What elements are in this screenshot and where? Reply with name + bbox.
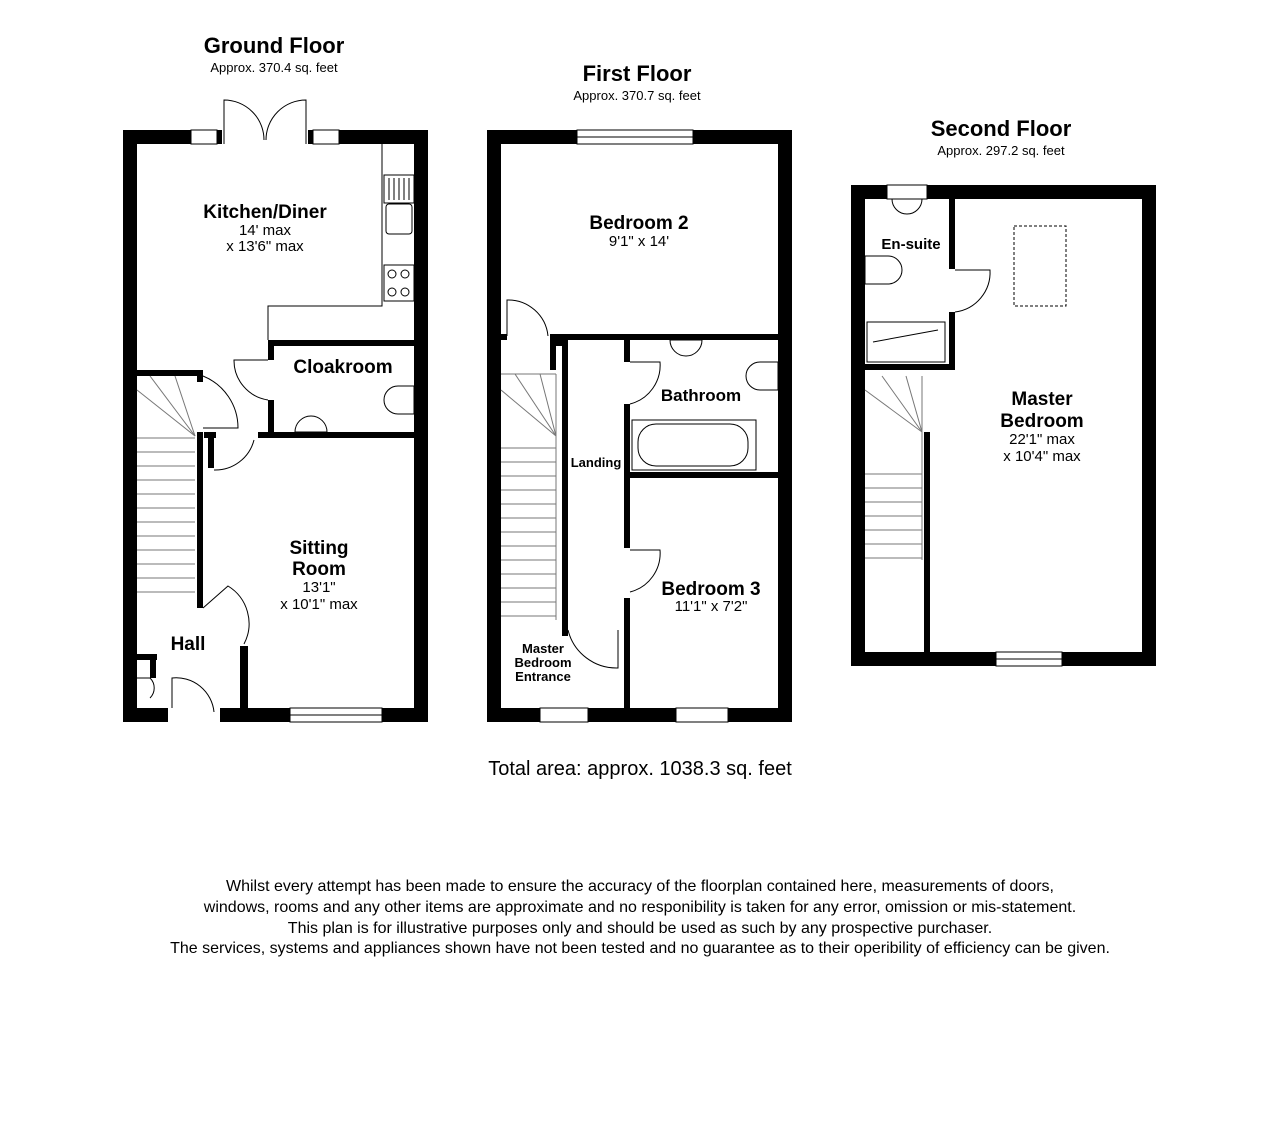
ground-floor-plan — [123, 100, 428, 724]
second-stairs — [865, 376, 922, 560]
first-right-wall — [778, 130, 792, 722]
disclaimer-line-2: windows, rooms and any other items are approximate and no responibility is taken for any error, omission or mis-statement. — [203, 899, 1077, 916]
kitchen-south-wall — [268, 340, 428, 346]
stair-side-wall — [197, 432, 203, 608]
cloakroom-basin — [295, 416, 327, 432]
bedroom2-door — [507, 300, 548, 336]
first-bottom-wall — [487, 708, 792, 722]
room-label-master-entrance-2: Bedroom — [514, 655, 572, 670]
ensuite-south-wall — [865, 364, 955, 370]
kitchen-sink — [386, 204, 412, 234]
room-dim-master-2: x 10'4" max — [1003, 448, 1081, 465]
bathroom-south-wall — [624, 472, 792, 478]
ensuite-shower — [867, 322, 945, 362]
stair-door — [203, 376, 238, 428]
ground-window-top-left — [191, 130, 217, 144]
second-floor-title: Second Floor — [930, 116, 1072, 141]
room-label-sitting-2: Room — [292, 559, 346, 580]
landing-stair-wall — [562, 340, 568, 636]
room-label-kitchen: Kitchen/Diner — [203, 202, 327, 223]
roof-skylight — [1014, 226, 1066, 306]
room-label-master-entrance-1: Master — [522, 641, 564, 656]
total-area: Total area: approx. 1038.3 sq. feet — [488, 758, 792, 780]
first-floor-area: Approx. 370.7 sq. feet — [573, 88, 701, 103]
ensuite-east-wall — [949, 199, 955, 269]
room-dim-sitting-2: x 10'1" max — [280, 596, 358, 613]
ground-floor-area: Approx. 370.4 sq. feet — [210, 60, 338, 75]
bathroom-door — [630, 362, 660, 404]
room-label-bathroom: Bathroom — [660, 386, 742, 405]
first-stairs — [501, 374, 556, 620]
cloakroom-door — [234, 360, 268, 400]
bedroom3-door — [630, 550, 660, 592]
first-window-bottom-right — [676, 708, 728, 722]
second-left-wall — [851, 185, 865, 666]
disclaimer-line-1: Whilst every attempt has been made to ensure the accuracy of the floorplan contained here, measurements of doors, — [225, 878, 1054, 895]
room-dim-sitting-1: 13'1" — [302, 579, 336, 596]
room-label-hall: Hall — [170, 634, 206, 655]
disclaimer-line-4: The services, systems and appliances shown have not been tested and no guarantee as to their operibility of efficiency can be given. — [170, 940, 1110, 957]
ground-stairs — [137, 376, 195, 592]
first-floor-title: First Floor — [582, 61, 692, 86]
room-label-master-1: Master — [1011, 389, 1073, 410]
bathroom-basin — [670, 340, 702, 356]
bedroom2-south-wall — [550, 334, 792, 340]
first-left-wall — [487, 130, 501, 722]
ground-floor-title: Ground Floor — [203, 33, 345, 58]
ground-window-top-right — [313, 130, 339, 144]
front-door-opening — [168, 706, 220, 724]
master-entrance-door — [568, 630, 618, 668]
room-label-cloakroom: Cloakroom — [293, 357, 393, 378]
room-label-bedroom2: Bedroom 2 — [589, 213, 689, 234]
second-stair-wall — [924, 432, 930, 652]
hall-kitchen-door — [214, 440, 254, 470]
ensuite-basin — [892, 199, 922, 214]
kitchen-hob — [384, 265, 414, 301]
cloakroom-south-wall — [258, 432, 428, 438]
ensuite-door — [955, 270, 990, 312]
room-dim-bedroom3: 11'1" x 7'2" — [674, 598, 748, 615]
ground-left-wall — [123, 130, 137, 722]
ensuite-window — [887, 185, 927, 199]
room-dim-kitchen-1: 14' max — [238, 222, 292, 239]
room-label-landing: Landing — [570, 455, 622, 470]
second-floor-area: Approx. 297.2 sq. feet — [937, 143, 1065, 158]
ground-right-wall — [414, 130, 428, 722]
second-right-wall — [1142, 185, 1156, 666]
sitting-room-door — [203, 586, 249, 644]
cloakroom-wc — [384, 386, 414, 414]
room-label-master-2: Bedroom — [1000, 411, 1084, 432]
room-label-ensuite: En-suite — [881, 236, 941, 253]
room-dim-bedroom2: 9'1" x 14' — [608, 233, 670, 250]
room-label-master-entrance-3: Entrance — [515, 669, 571, 684]
ensuite-wc — [865, 256, 902, 284]
first-window-bottom-left — [540, 708, 588, 722]
room-label-sitting-1: Sitting — [289, 538, 349, 559]
patio-door-opening — [222, 128, 308, 146]
bathroom-wc — [746, 362, 778, 390]
room-label-bedroom3: Bedroom 3 — [661, 579, 761, 600]
disclaimer-line-3: This plan is for illustrative purposes only and should be used as such by any prospective purchaser. — [287, 920, 993, 937]
room-dim-kitchen-2: x 13'6" max — [226, 238, 304, 255]
room-dim-master-1: 22'1" max — [1009, 431, 1075, 448]
